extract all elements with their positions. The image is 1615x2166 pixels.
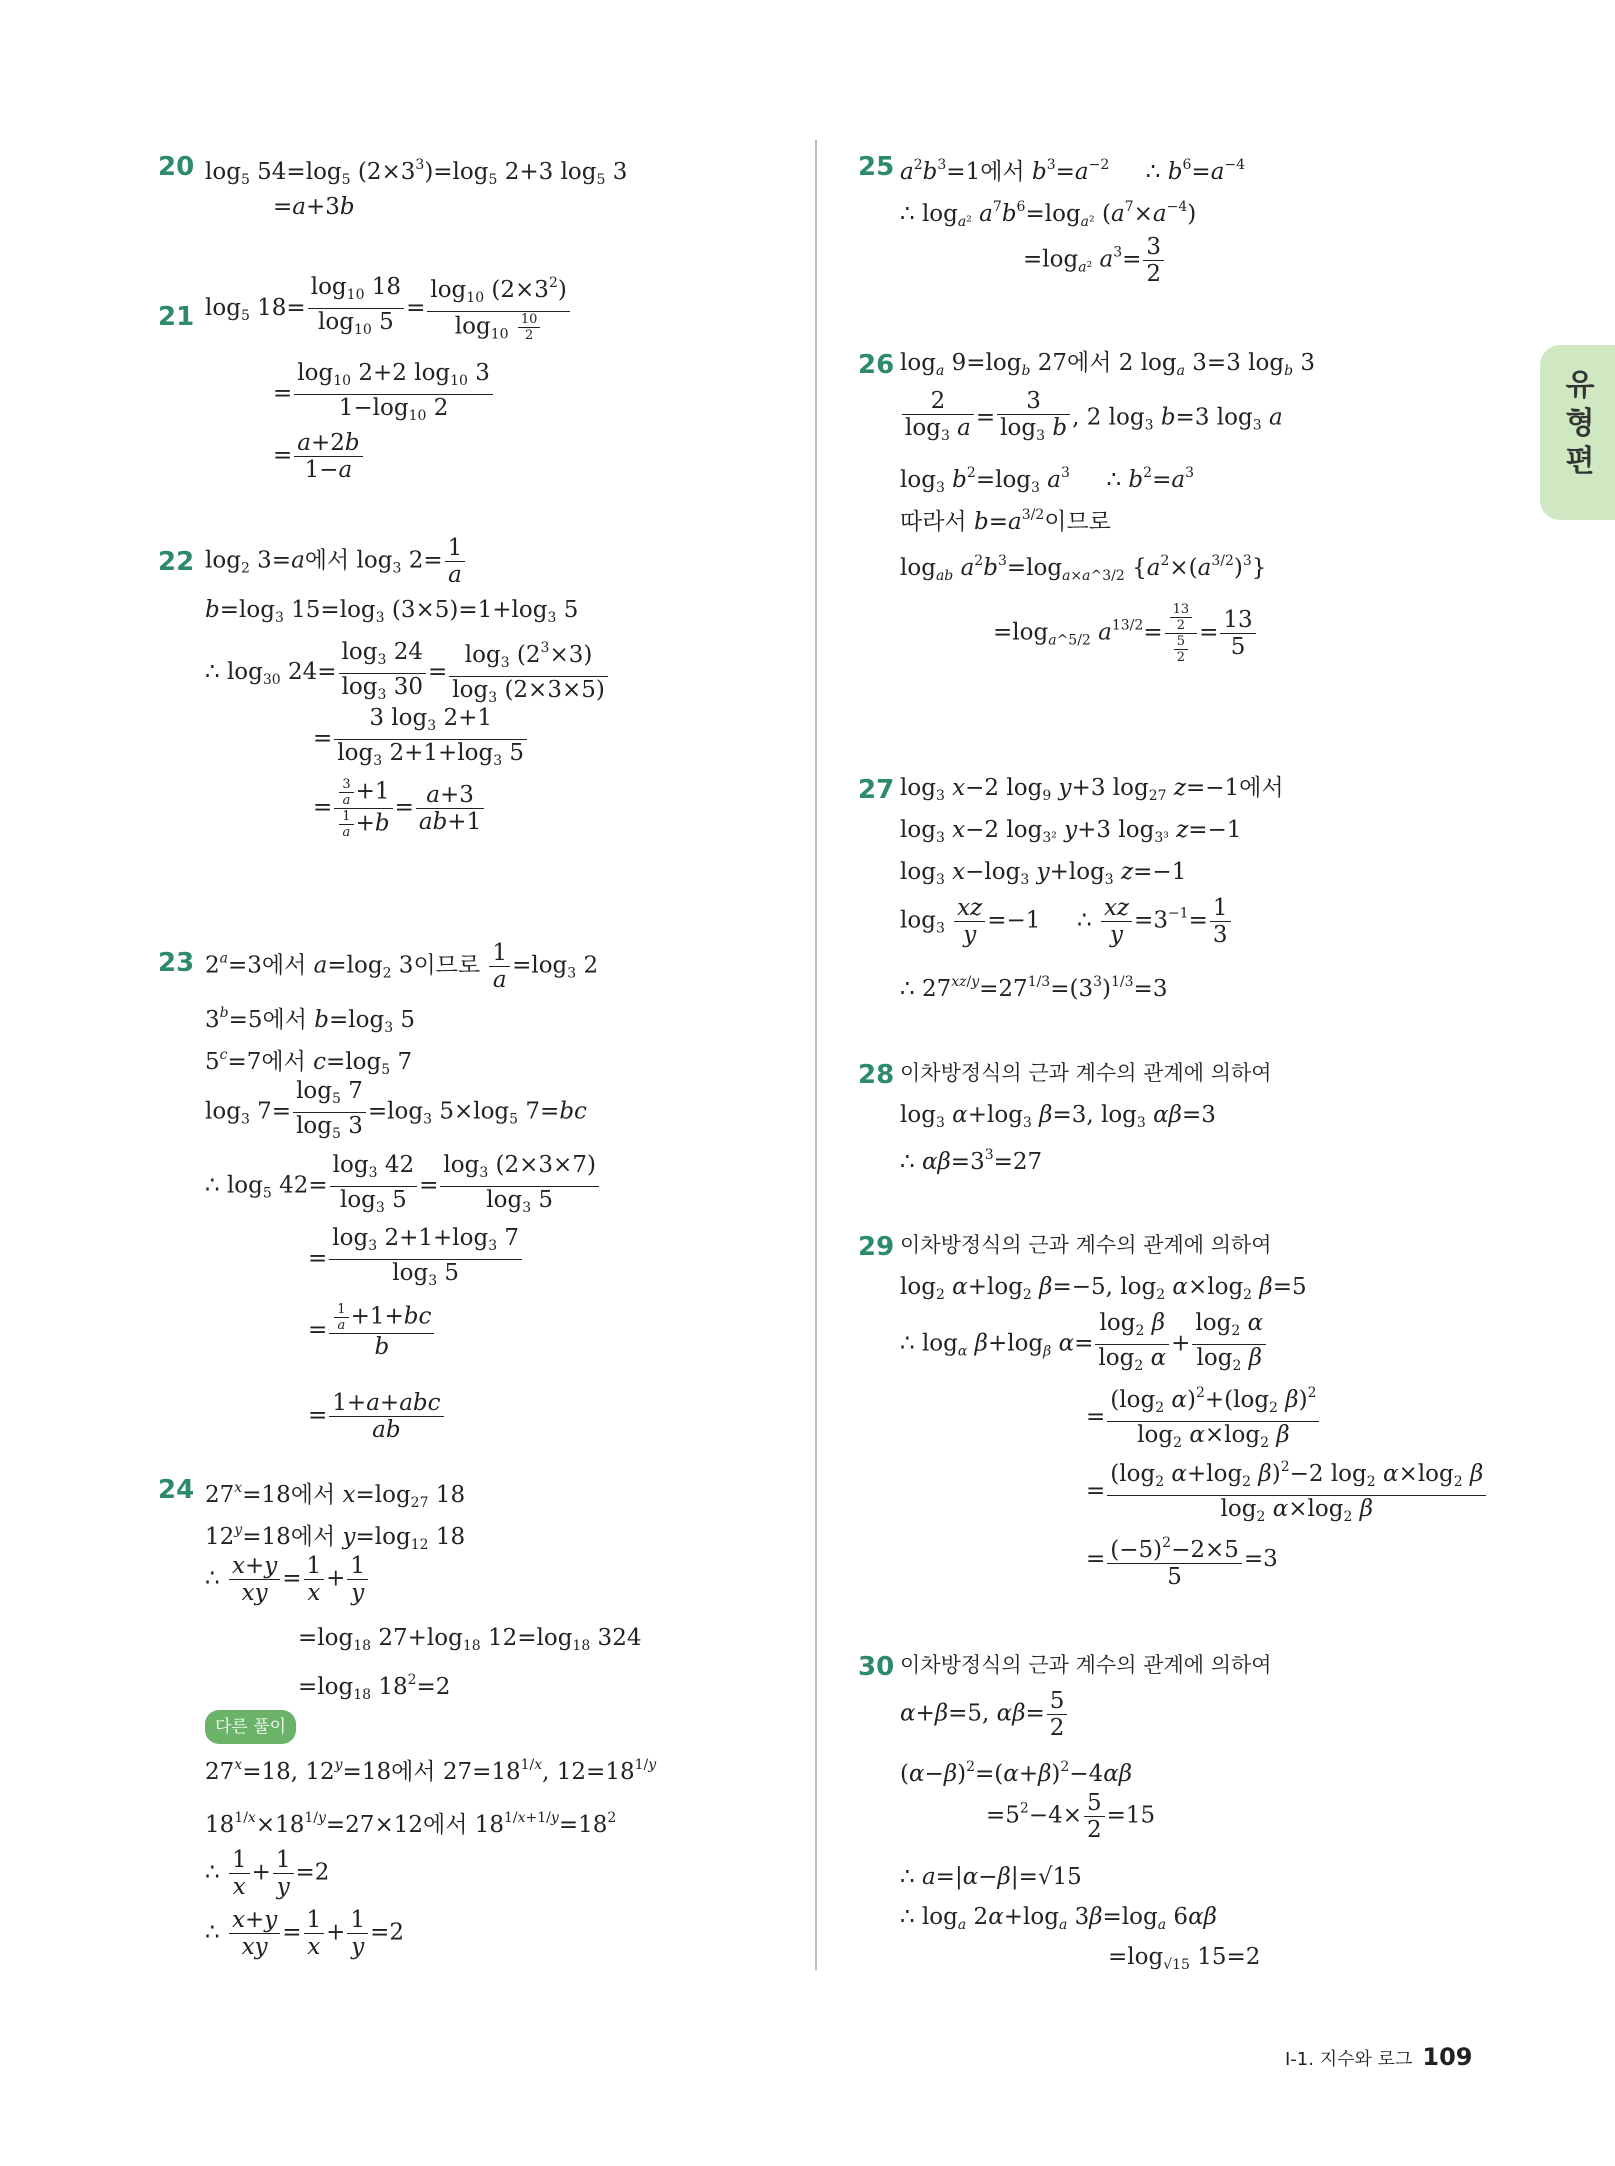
problem-number: 26 [858, 350, 895, 380]
problem-intro: 이차방정식의 근과 계수의 관계에 의하여 [900, 1233, 1272, 1257]
math-line: $3^b=5$에서 $b=\log_3$ 5 [205, 1005, 416, 1036]
math-line: $\frac{2}{\log_3 a}$ = $\frac{3}{\log_3 b}$ , 2 $\log_3 b=3$ $\log_3 a$ [900, 388, 1283, 449]
math-line: $=\log_{18}$ $18^2=2$ [298, 1672, 451, 1703]
math-line: $=\log_{√15}$ 15=2 [1108, 1944, 1261, 1973]
math-line: $\log_{ab} a^2b^3=\log_{a\times a\^{}3/2}$ $\{a^2\times(a^{3/2})^3\}$ [900, 553, 1267, 584]
section-side-tab [1540, 345, 1615, 520]
problem-number: 20 [158, 152, 195, 182]
math-line: = $\frac{\log_3 2+1+\log_3 7}{\log_3 5}$ [308, 1225, 524, 1294]
math-line: $\log_5 54=\log_5$ $(2\times 3^3)=\log_5$ 2+3 $\log_5 3$ [205, 157, 628, 188]
math-line: $=\log_{18}$ $27+\log_{18}$ $12=\log_{18}$ 324 [298, 1625, 642, 1654]
math-line: $27^x=18$, $12^y=18$에서 $27=18^{1/x}$, $12=18^{1/y}$ [205, 1757, 657, 1785]
page-footer [1285, 2043, 1472, 2071]
page-number: 109 [1422, 2043, 1473, 2071]
math-line: $12^y=18$에서 $y=\log_{12}$ 18 [205, 1522, 466, 1553]
math-line: $(\alpha-\beta)^2=(\alpha+\beta)^2-4\alpha\beta$ [900, 1759, 1133, 1787]
math-line: $18^{1/x}\times 18^{1/y}=27\times 12$에서 $18^{1/x+1/y}=18^2$ [205, 1810, 617, 1838]
math-line: ∴ $\log_{30} 24=$ $\frac{\log_3 24}{\log_3 30}$ = $\frac{\log_3 (2^3\times 3)}{\log_3 (2\times 3\times 5)}$ [205, 635, 610, 711]
problem-number: 21 [158, 302, 195, 332]
math-line: $b=\log_3$ $15=\log_3$ $(3\times 5)=1+\log_3$ 5 [205, 597, 579, 626]
problem-number: 27 [858, 775, 895, 805]
math-line: $\log_3$ $\frac{xz}{y}$ =−1 ∴ $\frac{xz}{y}$ $=3^{-1}=$ $\frac{1}{3}$ [900, 895, 1233, 948]
footer-section: Ⅰ-1. 지수와 로그 [1285, 2049, 1413, 2070]
math-line: 따라서 $b=a^{3/2}$이므로 [900, 507, 1111, 535]
math-line: $2^a=3$에서 $a=\log_2$ 3이므로 $\frac{1}{a}$ $=\log_3$ 2 [205, 940, 599, 993]
problem-intro: 이차방정식의 근과 계수의 관계에 의하여 [900, 1061, 1272, 1085]
math-line: $\log_5 18=$ $\frac{\log_{10} 18}{\log_{10} 5}$ = $\log_{10} (2\times 3^2)$ $\log_{10}$ $\frac{10}{2}$ [205, 270, 572, 348]
problem-intro: 이차방정식의 근과 계수의 관계에 의하여 [900, 1653, 1272, 1677]
math-line: = $\frac{(\log_2 \alpha)^2+(\log_2 \beta)^2}{\log_2 \alpha\times\log_2 \beta}$ [1086, 1380, 1321, 1456]
math-line: $\log_2 \alpha+\log_2$ β=−5, $\log_2 \alpha\times\log_2$ β=5 [900, 1274, 1307, 1303]
math-line: ∴ $\log_a 2\alpha+\log_a$ $3\beta=\log_a$ 6αβ [900, 1904, 1217, 1933]
side-tab-label: 유형편 [1565, 368, 1595, 479]
column-divider [815, 140, 817, 1970]
math-line: ∴ a=|α−β|=√15 [900, 1864, 1082, 1890]
math-line: = $\frac{a+2b}{1-a}$ [273, 430, 365, 483]
math-line: $=5^2-4\times$ $\frac{5}{2}$ =15 [986, 1790, 1156, 1843]
math-line: = $\frac{3 \log_3 2+1}{\log_3 2+1+\log_3 5}$ [313, 705, 529, 774]
math-line: ∴ $\frac{x+y}{xy}$ = $\frac{1}{x}$ + $\frac{1}{y}$ [205, 1553, 370, 1606]
math-line: = $\frac{\text{1+a+abc}}{ab}$ [308, 1390, 446, 1443]
math-line: = $\frac{\log_{10} 2+2 \log_{10} 3}{1-\log_{10} 2}$ [273, 360, 495, 429]
math-line: $\log_3 x-\log_3$ $y+\log_3$ z=−1 [900, 859, 1187, 888]
alt-solution-tag: 다른 풀이 [205, 1710, 296, 1744]
math-line: $\log_3 7=$ $\frac{\log_5 7}{\log_5 3}$ $=\log_3$ $5\times\log_5$ 7=bc [205, 1078, 587, 1142]
problem-number: 22 [158, 547, 195, 577]
math-line: ∴ $\alpha\beta=3^3=27$ [900, 1147, 1043, 1175]
math-line: = $\frac{(\log_2 \alpha+\log_2 \beta)^2-2 \log_2 \alpha\times\log_2 \beta}{\log_2 \alpha\times\log_2 \beta}$ [1086, 1454, 1488, 1530]
problem-number: 29 [858, 1232, 895, 1262]
math-line: ∴ $\frac{1}{x}$ + $\frac{1}{y}$ =2 [205, 1847, 330, 1900]
math-line: $5^c=7$에서 $c=\log_5$ 7 [205, 1047, 413, 1078]
math-line: $\log_3 \alpha+\log_3$ β=3, $\log_3 \alpha\beta=3$ [900, 1102, 1216, 1131]
math-line: $\log_3 x-2$ $\log_{3^2} y+3$ $\log_{3^3} z=-1$ [900, 817, 1242, 846]
math-line: = $\frac{3}{a}$ +1 $\frac{1}{a}$ +b = $\frac{a+3}{ab+1}$ [313, 777, 486, 840]
math-line: $27^x=18$에서 $x=\log_{27}$ 18 [205, 1480, 466, 1511]
problem-number: 28 [858, 1060, 895, 1090]
math-line: α+β=5, αβ= $\frac{5}{2}$ [900, 1688, 1069, 1741]
math-line: ∴ $27^{xz/y}=27^{1/3}=(3^3)^{1/3}=3$ [900, 974, 1168, 1002]
math-line: $\log_2 3=a$에서 $\log_3 2=$ $\frac{1}{a}$ [205, 535, 467, 588]
math-line: $=\log_{a^2}$ $a^3=$ $\frac{3}{2}$ [1023, 234, 1166, 287]
alt-solution-tag-line [205, 1710, 296, 1744]
problem-number: 30 [858, 1652, 895, 1682]
math-line: ∴ $\frac{x+y}{xy}$ = $\frac{1}{x}$ + $\frac{1}{y}$ =2 [205, 1907, 404, 1960]
math-line: $=\log_{a\^{}5/2}$ $a^{13/2}=$ $\frac{\frac{13}{2}}{\frac{5}{2}}$ = $\frac{13}{5}$ [993, 602, 1258, 665]
problem-number: 24 [158, 1475, 195, 1505]
math-line: ∴ $\log_\alpha \beta+\log_\beta$ α= $\frac{\log_2 \beta}{\log_2 \alpha}$ + $\frac{\log_2 \alpha}{\log_2 \beta}$ [900, 1310, 1268, 1379]
problem-number: 23 [158, 948, 195, 978]
math-line: $a^2b^3=1$에서 $b^3=a^{-2}$ ∴ $b^6=a^{-4}$ [900, 157, 1246, 185]
math-line: = $\frac{(-5)^2-2\times 5}{5}$ =3 [1086, 1530, 1278, 1590]
math-line: =a+3b [273, 194, 355, 220]
math-line: ∴ $\log_{a^2} a^7b^6=\log_{a^2}$ $(a^7\times a^{-4})$ [900, 199, 1197, 230]
math-line: $\log_a 9=\log_b$ 27에서 2 $\log_a 3=3$ $\log_b 3$ [900, 350, 1315, 379]
math-line: ∴ $\log_5 42=$ $\frac{\log_3 42}{\log_3 5}$ = $\frac{\log_3 (2\times 3\times 7)}{\log_3 5}$ [205, 1152, 601, 1221]
problem-number: 25 [858, 152, 895, 182]
math-line: $\log_3 b^2=\log_3$ $a^3$ ∴ $b^2=a^3$ [900, 465, 1194, 496]
math-line: $\log_3 x-2$ $\log_9 y+3$ $\log_{27} z=-1$에서 [900, 775, 1284, 804]
math-line: = $\frac{1}{a}$ +1+bc b [308, 1302, 436, 1360]
